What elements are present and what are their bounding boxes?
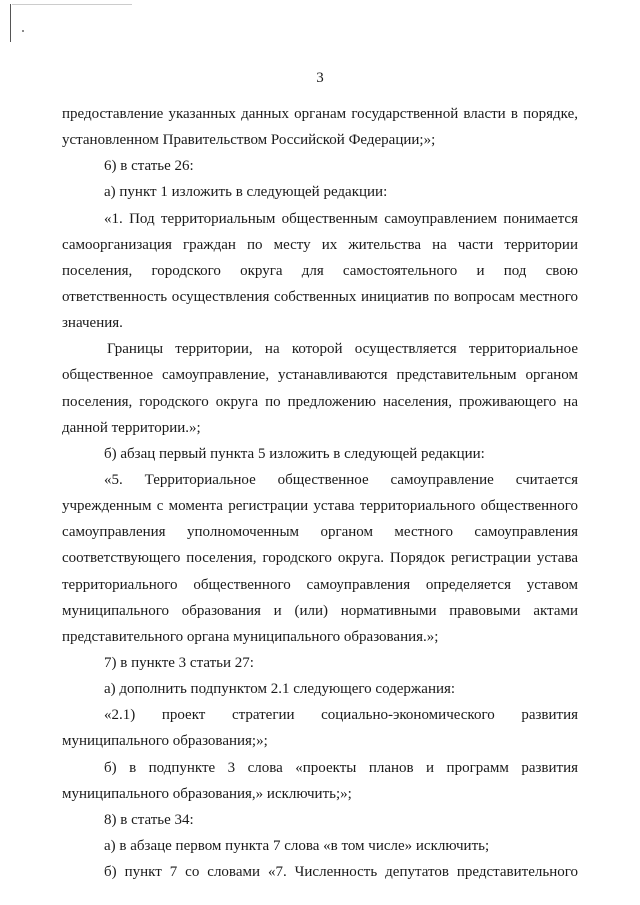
scan-edge-mark [10, 4, 11, 42]
page-number: 3 [316, 70, 324, 86]
text-line: «1. Под территориальным общественным самоуправлением понимается [104, 210, 578, 227]
text-line: б) абзац первый пункта 5 изложить в следующей редакции: [104, 445, 485, 462]
text-line: общественное самоуправление, устанавливаются представительным органом [62, 367, 578, 384]
text-line: самоорганизация граждан по месту их жительства на части территории [62, 236, 578, 253]
text-line: Границы территории, на которой осуществляется территориальное [107, 341, 578, 358]
text-line: данной территории.»; [62, 419, 201, 436]
text-line: установленном Правительством Российской Федерации;»; [62, 132, 436, 149]
scan-edge-mark [12, 4, 132, 5]
text-line: соответствующего поселения, городского округа. Порядок регистрации устава [62, 550, 578, 567]
text-line: учрежденным с момента регистрации устава территориального общественного [62, 498, 578, 515]
scan-speck [22, 30, 24, 32]
text-line: поселения, городского округа для самостоятельного и под свою [62, 262, 578, 279]
text-line: б) пункт 7 со словами «7. Численность депутатов представительного [104, 864, 578, 881]
body-text [62, 101, 578, 885]
text-line: самоуправления уполномоченным органом местного самоуправления [62, 524, 578, 541]
text-line: а) дополнить подпунктом 2.1 следующего содержания: [104, 681, 456, 698]
text-line: муниципального образования и (или) нормативными правовыми актами [62, 602, 578, 619]
text-line: а) пункт 1 изложить в следующей редакции: [104, 184, 388, 201]
text-line: поселения, городского округа по предложению населения, проживающего на [62, 393, 578, 410]
text-line: 8) в статье 34: [104, 811, 194, 828]
text-line: муниципального образования;»; [62, 733, 268, 750]
text-line: 7) в пункте 3 статьи 27: [104, 654, 254, 671]
text-line: ответственность осуществления собственных инициатив по вопросам местного [62, 288, 578, 305]
text-line: 6) в статье 26: [104, 158, 194, 175]
text-line: территориального общественного самоуправления определяется уставом [62, 576, 578, 593]
text-line: муниципального образования,» исключить;»; [62, 785, 352, 802]
text-line: предоставление указанных данных органам государственной власти в порядке, [62, 106, 578, 122]
text-line: «2.1) проект стратегии социально-экономического развития [104, 707, 578, 724]
text-line: представительного органа муниципального образования.»; [62, 628, 439, 645]
text-line: б) в подпункте 3 слова «проекты планов и программ развития [104, 759, 578, 776]
text-line: а) в абзаце первом пункта 7 слова «в том числе» исключить; [104, 837, 490, 854]
text-line: «5. Территориальное общественное самоуправление считается [104, 471, 578, 488]
text-line: значения. [62, 315, 123, 332]
